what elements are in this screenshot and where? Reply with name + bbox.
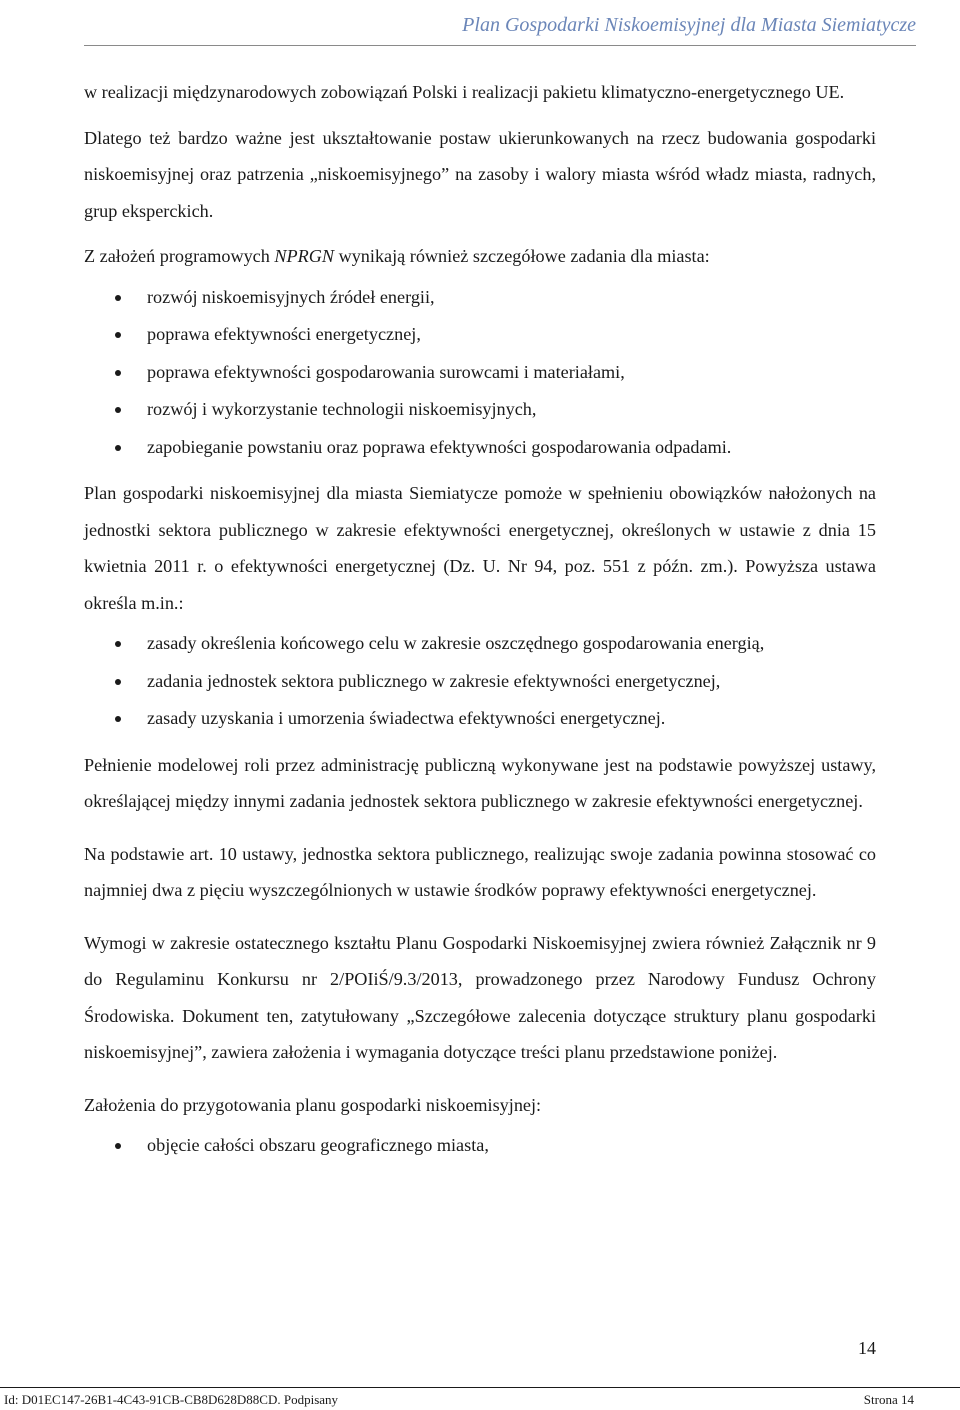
nprgn-abbrev: NPRGN [274, 246, 335, 266]
footer-divider [0, 1387, 960, 1388]
paragraph-2: Dlatego też bardzo ważne jest ukształtowanie postaw ukierunkowanych na rzecz budowania gospodarki niskoemisyjnej oraz patrzenia „niskoemisyjnego” na zasoby i walory miasta wśród władz miasta, radnych, grup eksperckich. [84, 127, 876, 221]
header-divider [84, 45, 916, 46]
paragraph-6: Na podstawie art. 10 ustawy, jednostka sektora publicznego, realizując swoje zadania powinna stosować co najmniej dwa z pięciu wyszczególnionych w ustawie środków poprawy efektywności energetycznej. [84, 843, 876, 900]
paragraph-4: Plan gospodarki niskoemisyjnej dla miasta Siemiatycze pomoże w spełnieniu obowiązków nałożonych na jednostki sektora publicznego w zakresie efektywności energetycznej, określonych w ustawie z dnia 15 kwietnia 2011 r. o efektywności energetycznej (Dz. U. Nr 94, poz. 551 z późn. zm.). Powyższa ustawa określa m.in.: [84, 483, 876, 613]
list-item: poprawa efektywności energetycznej, [84, 316, 876, 354]
paragraph-3: Z założeń programowych NPRGN wynikają również szczegółowe zadania dla miasta: [84, 246, 710, 266]
list-item: objęcie całości obszaru geograficznego miasta, [84, 1127, 876, 1165]
document-id-signature: Id: D01EC147-26B1-4C43-91CB-CB8D628D88CD. Podpisany [4, 1392, 339, 1407]
document-body [84, 74, 876, 1165]
act-provisions-list [84, 625, 876, 738]
paragraph-8: Założenia do przygotowania planu gospodarki niskoemisyjnej: [84, 1094, 542, 1115]
running-header-title: Plan Gospodarki Niskoemisyjnej dla Miasta Siemiatycze [462, 14, 916, 36]
list-item: zasady uzyskania i umorzenia świadectwa efektywności energetycznej. [84, 700, 876, 738]
plan-assumptions-list [84, 1127, 876, 1165]
list-item: zasady określenia końcowego celu w zakresie oszczędnego gospodarowania energią, [84, 625, 876, 663]
list-item: rozwój i wykorzystanie technologii niskoemisyjnych, [84, 391, 876, 429]
city-tasks-list [84, 279, 876, 467]
page-number: 14 [858, 1338, 876, 1358]
paragraph-1: w realizacji międzynarodowych zobowiązań Polski i realizacji pakietu klimatyczno-energetycznego UE. [84, 82, 845, 102]
paragraph-7: Wymogi w zakresie ostatecznego kształtu Planu Gospodarki Niskoemisyjnej zwiera również Załącznik nr 9 do Regulaminu Konkursu nr 2/POIiŚ/9.3/2013, prowadzonego przez Narodowy Fundusz Ochrony Środowiska. Dokument ten, zatytułowany „Szczegółowe zalecenia dotyczące struktury planu gospodarki niskoemisyjnej”, zawiera założenia i wymagania dotyczące treści planu przedstawione poniżej. [84, 932, 876, 1062]
list-item: poprawa efektywności gospodarowania surowcami i materiałami, [84, 354, 876, 392]
list-item: rozwój niskoemisyjnych źródeł energii, [84, 279, 876, 317]
paragraph-5: Pełnienie modelowej roli przez administrację publiczną wykonywane jest na podstawie powyższej ustawy, określającej między innymi zadania jednostek sektora publicznego w zakresie efektywności energetycznej. [84, 754, 876, 811]
list-item: zadania jednostek sektora publicznego w zakresie efektywności energetycznej, [84, 663, 876, 701]
footer-page-label: Strona 14 [863, 1392, 914, 1407]
list-item: zapobieganie powstaniu oraz poprawa efektywności gospodarowania odpadami. [84, 429, 876, 467]
